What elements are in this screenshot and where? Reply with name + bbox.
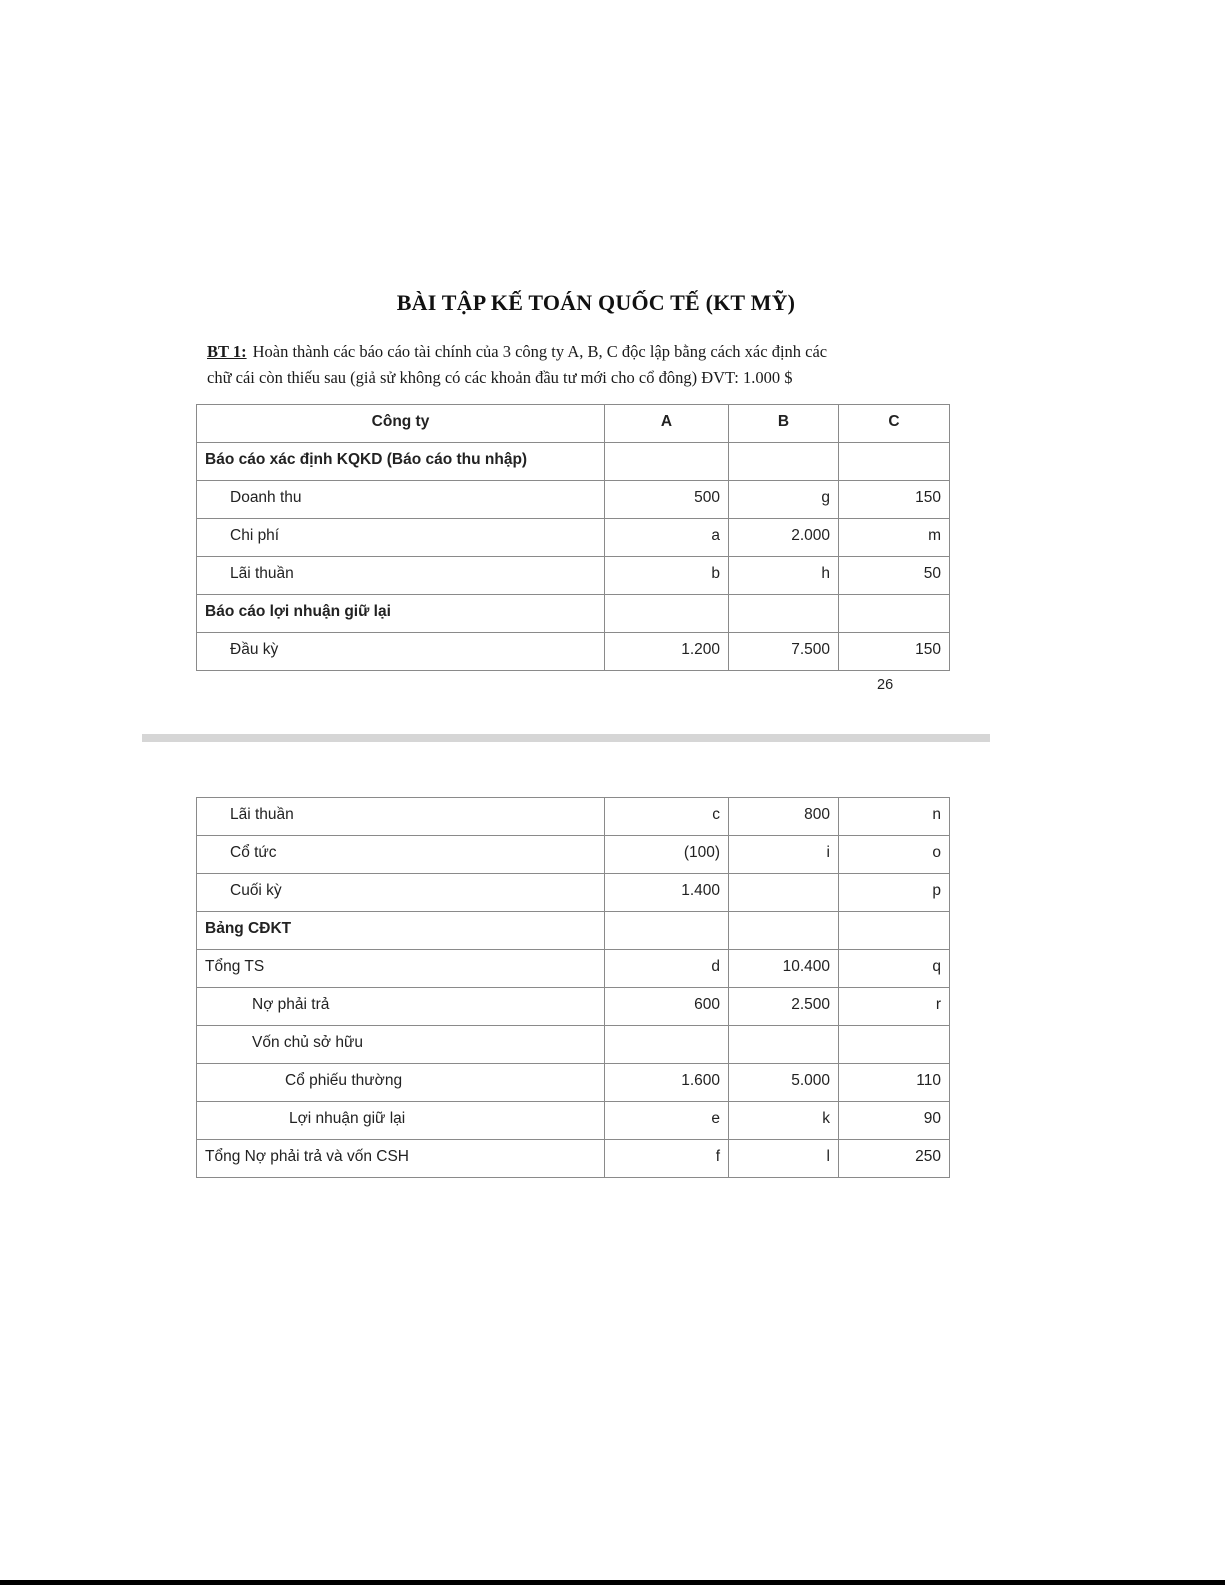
- intro-line-2: chữ cái còn thiếu sau (giả sử không có các khoản đầu tư mới cho cổ đông) ĐVT: 1.000 $: [207, 368, 793, 387]
- row-label: Vốn chủ sở hữu: [197, 1026, 605, 1064]
- cell-c: o: [839, 836, 950, 874]
- cell-b: 10.400: [729, 950, 839, 988]
- header-company: Công ty: [197, 405, 605, 443]
- cell-b: 2.000: [729, 519, 839, 557]
- intro-line-1: Hoàn thành các báo cáo tài chính của 3 công ty A, B, C độc lập bằng cách xác định các: [252, 342, 828, 361]
- cell-c: n: [839, 798, 950, 836]
- cell-a: c: [605, 798, 729, 836]
- table-row: [197, 443, 950, 481]
- table-row: [197, 519, 950, 557]
- row-label: Báo cáo xác định KQKD (Báo cáo thu nhập): [197, 443, 605, 481]
- bottom-border: [0, 1580, 1225, 1585]
- table-row: [197, 481, 950, 519]
- cell-b: [729, 1026, 839, 1064]
- row-label: Báo cáo lợi nhuận giữ lại: [197, 595, 605, 633]
- cell-a: [605, 912, 729, 950]
- cell-a: b: [605, 557, 729, 595]
- cell-b: 800: [729, 798, 839, 836]
- cell-a: d: [605, 950, 729, 988]
- table-row: [197, 1140, 950, 1178]
- cell-b: g: [729, 481, 839, 519]
- cell-c: [839, 595, 950, 633]
- table-header-row: [197, 405, 950, 443]
- header-b: B: [729, 405, 839, 443]
- row-label: Lãi thuần: [197, 557, 605, 595]
- cell-b: [729, 874, 839, 912]
- cell-b: k: [729, 1102, 839, 1140]
- page-number: 26: [877, 677, 894, 693]
- cell-c: m: [839, 519, 950, 557]
- cell-a: 1.600: [605, 1064, 729, 1102]
- row-label: Doanh thu: [197, 481, 605, 519]
- table-row: [197, 557, 950, 595]
- cell-b: 7.500: [729, 633, 839, 671]
- cell-c: [839, 1026, 950, 1064]
- table-row: [197, 1064, 950, 1102]
- row-label: Cuối kỳ: [197, 874, 605, 912]
- table-row: [197, 595, 950, 633]
- cell-a: 1.400: [605, 874, 729, 912]
- cell-c: q: [839, 950, 950, 988]
- cell-b: 2.500: [729, 988, 839, 1026]
- row-label: Cổ tức: [197, 836, 605, 874]
- table-row: [197, 988, 950, 1026]
- table-row: [197, 874, 950, 912]
- cell-a: [605, 443, 729, 481]
- cell-b: l: [729, 1140, 839, 1178]
- cell-c: [839, 443, 950, 481]
- cell-b: [729, 912, 839, 950]
- cell-b: i: [729, 836, 839, 874]
- cell-b: [729, 595, 839, 633]
- exercise-intro: [207, 339, 942, 391]
- cell-b: 5.000: [729, 1064, 839, 1102]
- cell-a: (100): [605, 836, 729, 874]
- table-row: [197, 836, 950, 874]
- financial-table-part-1: [196, 404, 950, 671]
- row-label: Đầu kỳ: [197, 633, 605, 671]
- cell-c: 110: [839, 1064, 950, 1102]
- exercise-label: BT 1:: [207, 342, 247, 361]
- cell-c: 150: [839, 481, 950, 519]
- row-label: Chi phí: [197, 519, 605, 557]
- cell-c: 50: [839, 557, 950, 595]
- row-label: Nợ phải trả: [197, 988, 605, 1026]
- table-row: [197, 633, 950, 671]
- row-label: Tổng Nợ phải trả và vốn CSH: [197, 1140, 605, 1178]
- cell-a: a: [605, 519, 729, 557]
- row-label: Tổng TS: [197, 950, 605, 988]
- cell-c: r: [839, 988, 950, 1026]
- cell-b: [729, 443, 839, 481]
- page-title: BÀI TẬP KẾ TOÁN QUỐC TẾ (KT MỸ): [396, 290, 796, 315]
- row-label: Lãi thuần: [197, 798, 605, 836]
- cell-c: 90: [839, 1102, 950, 1140]
- header-c: C: [839, 405, 950, 443]
- header-a: A: [605, 405, 729, 443]
- row-label: Cổ phiếu thường: [197, 1064, 605, 1102]
- cell-a: 1.200: [605, 633, 729, 671]
- financial-table-part-2: [196, 797, 950, 1178]
- row-label: Bảng CĐKT: [197, 912, 605, 950]
- table-row: [197, 1026, 950, 1064]
- cell-a: 600: [605, 988, 729, 1026]
- cell-c: 250: [839, 1140, 950, 1178]
- cell-c: 150: [839, 633, 950, 671]
- table-row: [197, 1102, 950, 1140]
- cell-a: [605, 595, 729, 633]
- table-row: [197, 912, 950, 950]
- cell-a: f: [605, 1140, 729, 1178]
- cell-b: h: [729, 557, 839, 595]
- cell-c: p: [839, 874, 950, 912]
- cell-a: [605, 1026, 729, 1064]
- row-label: Lợi nhuận giữ lại: [197, 1102, 605, 1140]
- cell-a: 500: [605, 481, 729, 519]
- table-row: [197, 950, 950, 988]
- cell-a: e: [605, 1102, 729, 1140]
- cell-c: [839, 912, 950, 950]
- table-row: [197, 798, 950, 836]
- page-divider: [142, 734, 990, 742]
